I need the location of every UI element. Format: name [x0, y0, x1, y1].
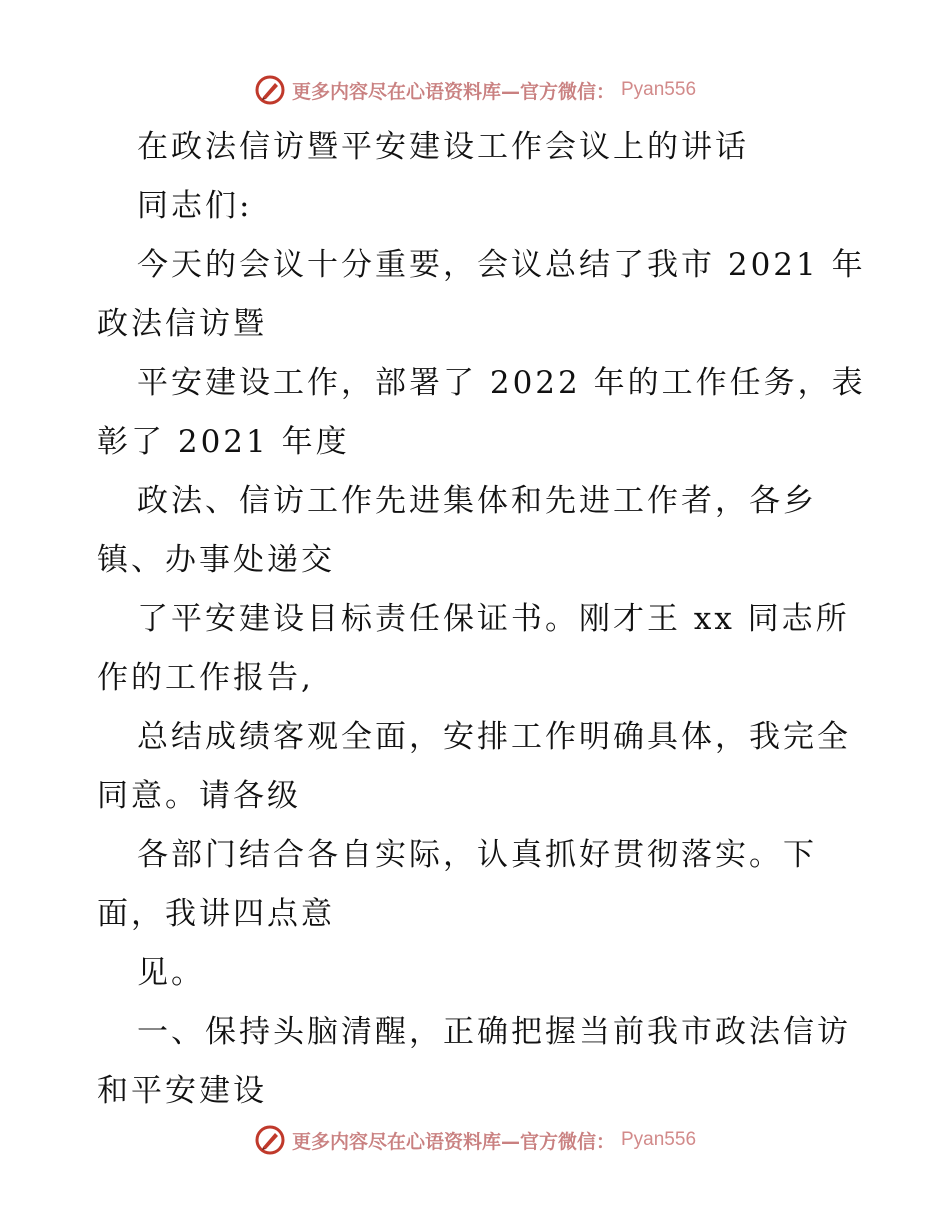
watermark-text: 更多内容尽在心语资料库—官方微信：: [291, 1130, 615, 1153]
text-line: 彰了 2021 年度: [97, 424, 350, 460]
text-line: 今天的会议十分重要，会议总结了我市 2021 年: [137, 247, 866, 283]
pen-logo-icon: [254, 74, 286, 106]
document-body: [97, 118, 866, 1121]
text-line: 镇、办事处递交: [97, 542, 335, 578]
text-line: 各部门结合各自实际，认真抓好贯彻落实。下: [137, 837, 817, 873]
text-line: 了平安建设目标责任保证书。刚才王 xx 同志所: [137, 601, 850, 637]
salutation: 同志们:: [137, 188, 253, 224]
section-heading: 一、保持头脑清醒，正确把握当前我市政法信访: [137, 1014, 851, 1050]
text-line: 见。: [137, 955, 205, 991]
text-line: 政法、信访工作先进集体和先进工作者，各乡: [137, 483, 817, 519]
watermark-text: 更多内容尽在心语资料库—官方微信：: [291, 80, 615, 103]
text-line: 平安建设工作，部署了 2022 年的工作任务，表: [137, 365, 866, 401]
header-watermark: [0, 70, 950, 110]
document-title: 在政法信访暨平安建设工作会议上的讲话: [137, 129, 749, 165]
section-heading-continued: 和平安建设: [97, 1073, 267, 1109]
watermark-handle: Pyan556: [621, 79, 697, 100]
text-line: 同意。请各级: [97, 778, 301, 814]
watermark-handle: Pyan556: [621, 1129, 697, 1150]
text-line: 面，我讲四点意: [97, 896, 335, 932]
text-line: 作的工作报告,: [97, 660, 314, 696]
pen-logo-icon: [254, 1124, 286, 1156]
footer-watermark: [0, 1120, 950, 1160]
text-line: 总结成绩客观全面，安排工作明确具体，我完全: [137, 719, 851, 755]
text-line: 政法信访暨: [97, 306, 267, 342]
